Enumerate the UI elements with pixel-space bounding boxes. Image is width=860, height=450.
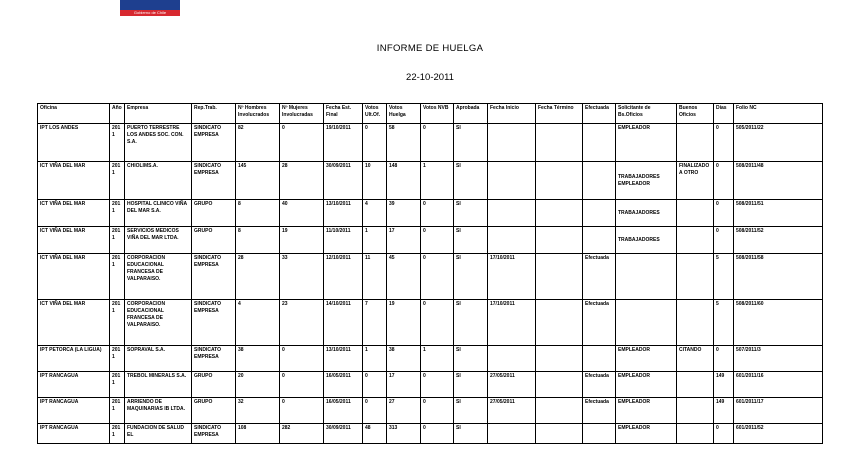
table-cell: 145 xyxy=(236,162,280,200)
table-cell xyxy=(536,346,583,372)
table-cell: 27/05/2011 xyxy=(488,398,536,424)
table-cell xyxy=(677,300,714,346)
table-row xyxy=(38,424,823,444)
table-cell: 0 xyxy=(421,124,454,162)
table-cell xyxy=(677,124,714,162)
table-cell: GRUPO xyxy=(192,200,236,227)
table-cell: 508/2011/48 xyxy=(734,162,823,200)
table-cell: 0 xyxy=(714,124,734,162)
table-cell: ICT VIÑA DEL MAR xyxy=(38,254,110,300)
table-cell: 0 xyxy=(714,162,734,200)
table-cell: 8 xyxy=(236,227,280,254)
table-row xyxy=(38,300,823,346)
table-cell xyxy=(677,398,714,424)
table-row xyxy=(38,372,823,398)
table-cell: 82 xyxy=(236,124,280,162)
table-cell: 5 xyxy=(714,254,734,300)
table-cell: 0 xyxy=(421,398,454,424)
table-cell: 505/2011/22 xyxy=(734,124,823,162)
column-header: Fecha Est. Final xyxy=(324,104,363,124)
table-cell: 2011 xyxy=(110,372,125,398)
table-cell: SOPRAVAL S.A. xyxy=(125,346,192,372)
table-cell xyxy=(583,346,616,372)
table-cell: Efectuada xyxy=(583,372,616,398)
table-row xyxy=(38,346,823,372)
table-cell: 30/09/2011 xyxy=(324,424,363,444)
table-cell: 282 xyxy=(280,424,324,444)
table-cell: 12/10/2011 xyxy=(324,254,363,300)
table-cell: 0 xyxy=(280,124,324,162)
table-cell xyxy=(583,200,616,227)
table-cell: 0 xyxy=(363,398,387,424)
table-cell: GRUPO xyxy=(192,372,236,398)
table-cell: 0 xyxy=(363,124,387,162)
table-cell: 108 xyxy=(236,424,280,444)
table-cell: ARRIENDO DE MAQUINARIAS IB LTDA. xyxy=(125,398,192,424)
table-cell: 0 xyxy=(714,227,734,254)
column-header: Buenos Oficios xyxy=(677,104,714,124)
table-cell: SI xyxy=(454,254,488,300)
table-cell xyxy=(488,346,536,372)
table-cell: 0 xyxy=(280,398,324,424)
table-cell: 149 xyxy=(714,372,734,398)
column-header: Fecha Inicio xyxy=(488,104,536,124)
table-cell xyxy=(536,254,583,300)
table-cell: 508/2011/58 xyxy=(734,254,823,300)
table-cell xyxy=(583,424,616,444)
table-row xyxy=(38,124,823,162)
table-cell: SI xyxy=(454,398,488,424)
table-cell: 45 xyxy=(387,254,421,300)
table-cell: 17/10/2011 xyxy=(488,300,536,346)
report-title: INFORME DE HUELGA xyxy=(376,43,484,54)
table-cell: EMPLEADOR xyxy=(616,124,677,162)
table-cell: 19/10/2011 xyxy=(324,124,363,162)
table-row xyxy=(38,254,823,300)
table-cell: SI xyxy=(454,346,488,372)
government-logo xyxy=(120,0,180,16)
table-cell: GRUPO xyxy=(192,398,236,424)
table-cell: 1 xyxy=(421,346,454,372)
table-cell: SI xyxy=(454,372,488,398)
column-header: Nº Mujeres Involucradas xyxy=(280,104,324,124)
table-cell: 58 xyxy=(387,124,421,162)
column-header: Rep.Trab. xyxy=(192,104,236,124)
table-cell: HOSPITAL CLINICO VIÑA DEL MAR S.A. xyxy=(125,200,192,227)
column-header: Empresa xyxy=(125,104,192,124)
table-cell: SI xyxy=(454,227,488,254)
table-cell: SINDICATO EMPRESA xyxy=(192,424,236,444)
table-cell xyxy=(677,372,714,398)
table-cell: 0 xyxy=(280,372,324,398)
table-cell: SI xyxy=(454,162,488,200)
table-cell xyxy=(536,227,583,254)
table-cell xyxy=(616,300,677,346)
table-cell: EMPLEADOR xyxy=(616,372,677,398)
table-cell: 0 xyxy=(421,372,454,398)
strike-report-table xyxy=(37,103,823,444)
table-header-row xyxy=(38,104,823,124)
table-cell: 27/05/2011 xyxy=(488,372,536,398)
table-cell: ICT VIÑA DEL MAR xyxy=(38,200,110,227)
table-cell xyxy=(583,227,616,254)
table-cell: 2011 xyxy=(110,227,125,254)
table-cell xyxy=(677,424,714,444)
table-cell: FINALIZADO A OTRO xyxy=(677,162,714,200)
table-cell: 32 xyxy=(236,398,280,424)
table-cell: ICT VIÑA DEL MAR xyxy=(38,300,110,346)
table-cell: 30/09/2011 xyxy=(324,162,363,200)
table-cell xyxy=(677,200,714,227)
table-cell: 2011 xyxy=(110,124,125,162)
table-cell xyxy=(536,162,583,200)
table-cell: 23 xyxy=(280,300,324,346)
table-cell: 13/10/2011 xyxy=(324,346,363,372)
table-cell: 2011 xyxy=(110,346,125,372)
table-cell: 2011 xyxy=(110,398,125,424)
table-cell: 2011 xyxy=(110,254,125,300)
table-cell: 19 xyxy=(387,300,421,346)
column-header: Fecha Término xyxy=(536,104,583,124)
column-header: Efectuada xyxy=(583,104,616,124)
table-cell: 28 xyxy=(280,162,324,200)
table-cell: 1 xyxy=(363,227,387,254)
column-header: Votos Huelga xyxy=(387,104,421,124)
table-cell: 0 xyxy=(421,424,454,444)
table-cell: 17/10/2011 xyxy=(488,254,536,300)
table-cell: 20 xyxy=(236,372,280,398)
table-cell: SINDICATO EMPRESA xyxy=(192,124,236,162)
column-header: Votos Ult.Of. xyxy=(363,104,387,124)
table-cell: 4 xyxy=(236,300,280,346)
table-cell: 17 xyxy=(387,372,421,398)
table-cell: 14/10/2011 xyxy=(324,300,363,346)
table-cell: EMPLEADOR xyxy=(616,346,677,372)
table-cell: 48 xyxy=(363,424,387,444)
table-cell: 601/2011/17 xyxy=(734,398,823,424)
table-cell: 40 xyxy=(280,200,324,227)
column-header: Nº Hombres Involucrados xyxy=(236,104,280,124)
table-cell xyxy=(488,200,536,227)
table-cell: 2011 xyxy=(110,200,125,227)
table-cell: FUNDACION DE SALUD EL xyxy=(125,424,192,444)
table-cell xyxy=(616,254,677,300)
table-cell: 2011 xyxy=(110,424,125,444)
table-cell: SINDICATO EMPRESA xyxy=(192,300,236,346)
table-cell: 10 xyxy=(363,162,387,200)
table-cell: 0 xyxy=(714,200,734,227)
table-cell: 0 xyxy=(363,372,387,398)
table-cell: 0 xyxy=(714,346,734,372)
table-cell: EMPLEADOR xyxy=(616,424,677,444)
report-date: 22-10-2011 xyxy=(406,72,454,83)
table-cell: SI xyxy=(454,200,488,227)
table-cell: 5 xyxy=(714,300,734,346)
table-cell xyxy=(583,162,616,200)
table-cell: CORPORACION EDUCACIONAL FRANCESA DE VALPARAISO. xyxy=(125,300,192,346)
table-cell: 16/05/2011 xyxy=(324,372,363,398)
table-cell: SINDICATO EMPRESA xyxy=(192,346,236,372)
table-cell: SINDICATO EMPRESA xyxy=(192,162,236,200)
table-cell: 16/05/2011 xyxy=(324,398,363,424)
table-cell: 508/2011/60 xyxy=(734,300,823,346)
table-cell: SI xyxy=(454,300,488,346)
table-cell: CITANDO xyxy=(677,346,714,372)
table-cell: 0 xyxy=(280,346,324,372)
table-cell xyxy=(488,227,536,254)
table-cell xyxy=(488,162,536,200)
table-cell: ICT VIÑA DEL MAR xyxy=(38,162,110,200)
table-cell xyxy=(536,200,583,227)
column-header: Solicitante de Bs.Oficios xyxy=(616,104,677,124)
table-cell: SI xyxy=(454,124,488,162)
table-cell: CHIOLIMS.A. xyxy=(125,162,192,200)
table-body xyxy=(38,124,823,444)
table-cell: 2011 xyxy=(110,162,125,200)
table-cell: 4 xyxy=(363,200,387,227)
table-cell: 148 xyxy=(387,162,421,200)
table-cell: 39 xyxy=(387,200,421,227)
table-cell: 38 xyxy=(387,346,421,372)
table-cell: 0 xyxy=(421,300,454,346)
table-cell: TRABAJADORES xyxy=(616,200,677,227)
table-cell: 0 xyxy=(421,227,454,254)
table-cell: CORPORACION EDUCACIONAL FRANCESA DE VALPARAISO. xyxy=(125,254,192,300)
table-cell: IPT RANCAGUA xyxy=(38,398,110,424)
table-cell: TREBOL MINERALS S.A. xyxy=(125,372,192,398)
table-cell xyxy=(488,124,536,162)
table-cell: 507/2011/3 xyxy=(734,346,823,372)
table-cell: 0 xyxy=(714,424,734,444)
table-cell: 508/2011/51 xyxy=(734,200,823,227)
table-row xyxy=(38,227,823,254)
table-cell: 28 xyxy=(236,254,280,300)
table-cell xyxy=(488,424,536,444)
table-cell: IPT PETORCA (LA LIGUA) xyxy=(38,346,110,372)
table-cell: IPT LOS ANDES xyxy=(38,124,110,162)
table-cell: 0 xyxy=(421,254,454,300)
table-cell: 508/2011/52 xyxy=(734,227,823,254)
table-cell: TRABAJADORES xyxy=(616,227,677,254)
table-cell: 0 xyxy=(421,200,454,227)
table-cell: 601/2011/16 xyxy=(734,372,823,398)
column-header: Folio NC xyxy=(734,104,823,124)
table-cell: 19 xyxy=(280,227,324,254)
table-cell: 313 xyxy=(387,424,421,444)
column-header: Oficina xyxy=(38,104,110,124)
table-cell xyxy=(583,124,616,162)
table-cell: 149 xyxy=(714,398,734,424)
table-row xyxy=(38,162,823,200)
table-cell: GRUPO xyxy=(192,227,236,254)
table-cell: 17 xyxy=(387,227,421,254)
table-cell: 38 xyxy=(236,346,280,372)
table-cell: 7 xyxy=(363,300,387,346)
table-cell: ICT VIÑA DEL MAR xyxy=(38,227,110,254)
table-cell: 11/10/2011 xyxy=(324,227,363,254)
table-cell: SI xyxy=(454,424,488,444)
table-row xyxy=(38,398,823,424)
column-header: Aprobada xyxy=(454,104,488,124)
table-cell: IPT RANCAGUA xyxy=(38,372,110,398)
table-cell: 13/10/2011 xyxy=(324,200,363,227)
table-cell: Efectuada xyxy=(583,254,616,300)
table-cell: Efectuada xyxy=(583,300,616,346)
table-cell xyxy=(536,398,583,424)
logo-blue-bar xyxy=(120,0,180,10)
table-cell: 11 xyxy=(363,254,387,300)
table-cell: 27 xyxy=(387,398,421,424)
table-cell: 33 xyxy=(280,254,324,300)
logo-text: Gobierno de Chile xyxy=(120,10,180,16)
column-header: Año xyxy=(110,104,125,124)
table-cell xyxy=(536,424,583,444)
table-cell: IPT RANCAGUA xyxy=(38,424,110,444)
table-row xyxy=(38,200,823,227)
table-cell: PUERTO TERRESTRE LOS ANDES SOC. CON. S.A. xyxy=(125,124,192,162)
table-cell xyxy=(536,300,583,346)
column-header: Votos NVB xyxy=(421,104,454,124)
table-cell: Efectuada xyxy=(583,398,616,424)
table-cell: 8 xyxy=(236,200,280,227)
table-cell xyxy=(536,372,583,398)
table-cell: 1 xyxy=(421,162,454,200)
table-cell xyxy=(677,254,714,300)
table-cell xyxy=(677,227,714,254)
table-cell: EMPLEADOR xyxy=(616,398,677,424)
column-header: Días xyxy=(714,104,734,124)
table-cell: 601/2011/52 xyxy=(734,424,823,444)
table-cell: 2011 xyxy=(110,300,125,346)
table-cell: SERVICIOS MEDICOS VIÑA DEL MAR LTDA. xyxy=(125,227,192,254)
table-cell: TRABAJADORES EMPLEADOR xyxy=(616,162,677,200)
table-cell xyxy=(536,124,583,162)
table-cell: SINDICATO EMPRESA xyxy=(192,254,236,300)
table-cell: 1 xyxy=(363,346,387,372)
